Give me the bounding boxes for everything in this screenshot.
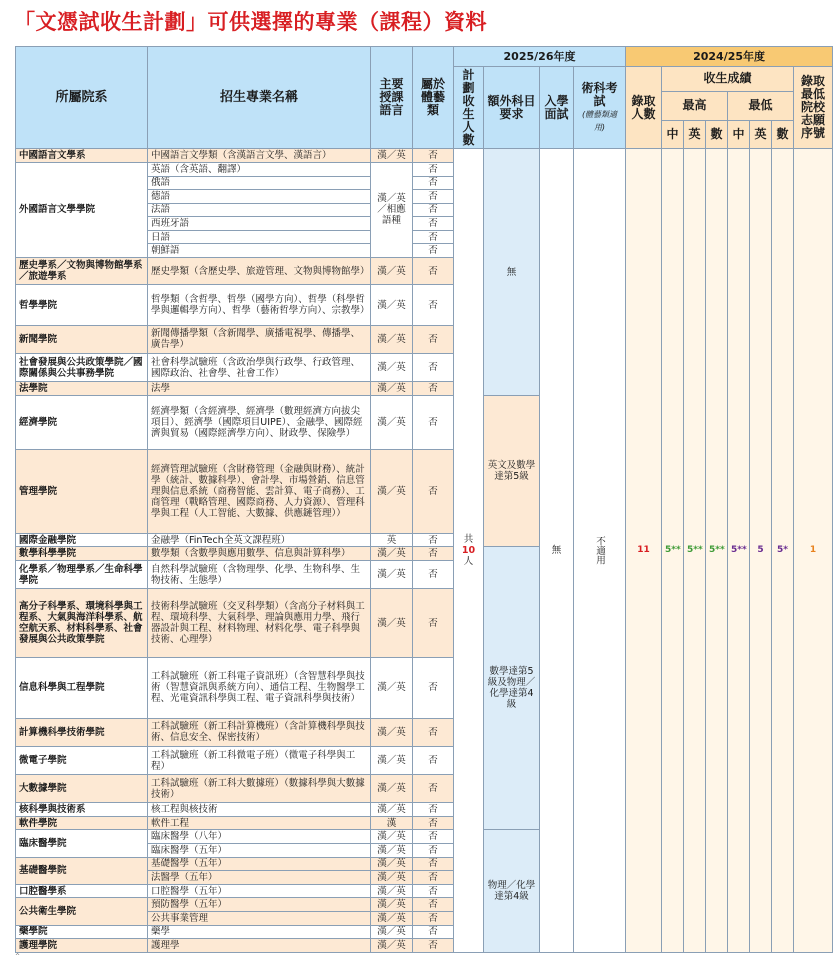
header-low-eng: 英 (750, 120, 772, 149)
arts-cell: 否 (413, 911, 454, 925)
program-cell: 自然科學試驗班（含物理學、化學、生物科學、生物技術、生態學） (148, 560, 371, 588)
dept-cell: 微電子學院 (16, 746, 148, 774)
arts-cell: 否 (413, 658, 454, 719)
language-cell: 漢／英 (371, 898, 413, 912)
program-cell: 軟件工程 (148, 816, 371, 830)
arts-cell: 否 (413, 547, 454, 561)
table-row (16, 149, 833, 163)
high-math-score: 5** (706, 149, 728, 953)
header-arts-exam (574, 66, 626, 149)
language-cell: 漢／英 (371, 149, 413, 163)
header-year-2024: 2024/25年度 (626, 47, 833, 67)
header-high-chi: 中 (662, 120, 684, 149)
arts-cell: 否 (413, 395, 454, 449)
program-cell: 經濟學類（含經濟學、經濟學（數理經濟方向拔尖項目）、經濟學（國際項目UIPE）、金融學、國際經濟與貿易（國際經濟學方向）、財政學、保險學） (148, 395, 371, 449)
dept-cell: 數學科學學院 (16, 547, 148, 561)
language-cell: 漢／英 (371, 857, 413, 871)
header-lowest-choice: 錄取最低院校志願序號 (794, 66, 833, 149)
dept-cell: 經濟學院 (16, 395, 148, 449)
arts-cell: 否 (413, 884, 454, 898)
arts-cell: 否 (413, 190, 454, 204)
language-cell: 漢／英 (371, 884, 413, 898)
extra-req-eng-math: 英文及數學達第5級 (484, 395, 540, 547)
program-cell: 口腔醫學（五年） (148, 884, 371, 898)
dept-cell: 信息科學與工程學院 (16, 658, 148, 719)
language-cell: 漢／英 (371, 325, 413, 353)
language-cell: 漢／英 (371, 560, 413, 588)
header-high-eng: 英 (684, 120, 706, 149)
program-cell: 社會科學試驗班（含政治學與行政學、行政管理、國際政治、社會學、社會工作） (148, 354, 371, 382)
language-cell: 漢／英 (371, 911, 413, 925)
arts-cell: 否 (413, 560, 454, 588)
dept-cell: 中國語言文學系 (16, 149, 148, 163)
language-cell: 漢／英 (371, 382, 413, 396)
page-title: 「文憑試收生計劃」可供選擇的專業（課程）資料 (14, 10, 487, 34)
language-cell: 漢／英 (371, 285, 413, 326)
extra-req-math-phys: 數學達第5級及物理／化學達第4級 (484, 547, 540, 830)
header-year-2025: 2025/26年度 (454, 47, 626, 67)
plan-suffix: 人 (463, 556, 474, 568)
dept-cell: 口腔醫學系 (16, 884, 148, 898)
language-cell: 漢／英 (371, 844, 413, 858)
dept-cell: 護理學院 (16, 939, 148, 953)
program-cell: 西班牙語 (148, 217, 371, 231)
program-cell: 藥學 (148, 925, 371, 939)
language-cell: 漢／英 (371, 354, 413, 382)
arts-cell: 否 (413, 939, 454, 953)
header-arts-exam-note: (體藝類適用) (581, 109, 618, 132)
arts-cell: 否 (413, 746, 454, 774)
program-cell: 核工程與核技術 (148, 803, 371, 817)
program-cell: 技術科學試驗班（交叉科學類）（含高分子材料與工程、環境科學、大氣科學、理論與應用力學、飛行器設計與工程、材料物理、材料化學、電子科學與技術、心理學） (148, 589, 371, 658)
extra-req-phys-chem: 物理／化學達第4級 (484, 830, 540, 953)
program-cell: 德語 (148, 190, 371, 204)
language-cell: 漢 (371, 816, 413, 830)
header-extra: 額外科目要求 (484, 66, 540, 149)
plan-number: 10 (461, 545, 476, 557)
program-cell: 基礎醫學（五年） (148, 857, 371, 871)
program-cell: 預防醫學（五年） (148, 898, 371, 912)
language-cell: 漢／英 (371, 257, 413, 284)
language-cell: 漢／英 (371, 547, 413, 561)
arts-cell: 否 (413, 230, 454, 244)
dept-cell: 軟件學院 (16, 816, 148, 830)
program-cell: 歷史學類（含歷史學、旅遊管理、文物與博物館學） (148, 257, 371, 284)
program-cell: 英語（含英語、翻譯） (148, 162, 371, 176)
arts-cell: 否 (413, 857, 454, 871)
program-cell: 臨床醫學（五年） (148, 844, 371, 858)
dept-cell: 新聞學院 (16, 325, 148, 353)
language-cell: 漢／英 (371, 589, 413, 658)
program-cell: 法醫學（五年） (148, 871, 371, 885)
language-cell: 漢／英 (371, 450, 413, 534)
arts-cell: 否 (413, 533, 454, 547)
arts-cell: 否 (413, 325, 454, 353)
language-cell: 漢／英 (371, 830, 413, 844)
language-cell: 漢／英 (371, 775, 413, 803)
program-cell: 俄語 (148, 176, 371, 190)
language-cell: 漢／英 (371, 395, 413, 449)
program-cell: 工科試驗班（新工科電子資訊班）（含智慧科學與技術（智慧資訊與系統方向）、通信工程、生物醫學工程、光電資訊科學與工程、電子資訊科學與技術） (148, 658, 371, 719)
program-cell: 朝鮮語 (148, 244, 371, 258)
arts-cell: 否 (413, 871, 454, 885)
program-cell: 公共事業管理 (148, 911, 371, 925)
low-math-score: 5* (772, 149, 794, 953)
dept-cell: 大數據學院 (16, 775, 148, 803)
header-lowest: 最低 (728, 92, 794, 121)
arts-cell: 否 (413, 382, 454, 396)
program-cell: 金融學（FinTech全英文課程班） (148, 533, 371, 547)
arts-cell: 否 (413, 830, 454, 844)
arts-cell: 否 (413, 217, 454, 231)
header-language: 主要授課語言 (371, 47, 413, 149)
arts-cell: 否 (413, 176, 454, 190)
program-cell: 法語 (148, 203, 371, 217)
dept-cell: 計算機科學技術學院 (16, 718, 148, 746)
dept-cell: 臨床醫學院 (16, 830, 148, 857)
header-dept: 所屬院系 (16, 47, 148, 149)
arts-cell: 否 (413, 149, 454, 163)
program-cell: 中國語言文學類（含漢語言文學、漢語言） (148, 149, 371, 163)
header-scores: 收生成績 (662, 66, 794, 91)
arts-cell: 否 (413, 589, 454, 658)
language-cell: 漢／英 (371, 803, 413, 817)
dept-cell: 藥學院 (16, 925, 148, 939)
program-cell: 工科試驗班（新工科大數據班）（數據科學與大數據技術） (148, 775, 371, 803)
admitted-count: 11 (626, 149, 662, 953)
dept-cell: 基礎醫學院 (16, 857, 148, 884)
interview-cell: 無 (540, 149, 574, 953)
program-cell: 臨床醫學（八年） (148, 830, 371, 844)
arts-cell: 否 (413, 257, 454, 284)
header-highest: 最高 (662, 92, 728, 121)
dept-cell: 國際金融學院 (16, 533, 148, 547)
dept-cell: 哲學學院 (16, 285, 148, 326)
programme-table (15, 46, 833, 953)
program-cell: 護理學 (148, 939, 371, 953)
high-eng-score: 5** (684, 149, 706, 953)
header-high-math: 數 (706, 120, 728, 149)
program-cell: 經濟管理試驗班（含財務管理（金融與財務）、統計學（統計、數據科學）、會計學、市場營銷、信息管理與信息系統（商務智能、雲計算、電子商務）、工商管理（戰略管理、國際商務、人力資源）、管理科學與工程（人工智能、大數據、供應鏈管理）） (148, 450, 371, 534)
arts-cell: 否 (413, 844, 454, 858)
program-cell: 工科試驗班（新工科微電子班）（微電子科學與工程） (148, 746, 371, 774)
footnote: ^ (15, 953, 21, 960)
program-cell: 哲學類（含哲學、哲學（國學方向）、哲學（科學哲學與邏輯學方向）、哲學（藝術哲學方向）、宗教學） (148, 285, 371, 326)
dept-cell: 管理學院 (16, 450, 148, 534)
plan-prefix: 共 (463, 534, 474, 546)
extra-req-none: 無 (484, 149, 540, 396)
arts-cell: 否 (413, 244, 454, 258)
program-cell: 數學類（含數學與應用數學、信息與計算科學） (148, 547, 371, 561)
header-low-math: 數 (772, 120, 794, 149)
dept-cell: 化學系／物理學系／生命科學學院 (16, 560, 148, 588)
dept-cell: 歷史學系／文物與博物館學系／旅遊學系 (16, 257, 148, 284)
language-cell: 漢／英 (371, 658, 413, 719)
dept-cell: 公共衛生學院 (16, 898, 148, 925)
plan-cell (454, 149, 484, 953)
arts-cell: 否 (413, 775, 454, 803)
dept-cell: 高分子科學系、環境科學與工程系、大氣與海洋科學系、航空航天系、材料科學系、社會發展與公共政策學院 (16, 589, 148, 658)
lowest-choice-value: 1 (794, 149, 833, 953)
language-cell: 漢／英 (371, 939, 413, 953)
low-eng-score: 5 (750, 149, 772, 953)
arts-cell: 否 (413, 925, 454, 939)
dept-cell: 社會發展與公共政策學院／國際關係與公共事務學院 (16, 354, 148, 382)
arts-cell: 否 (413, 285, 454, 326)
arts-cell: 否 (413, 203, 454, 217)
language-cell: 漢／英 (371, 746, 413, 774)
dept-cell: 法學院 (16, 382, 148, 396)
header-program: 招生專業名稱 (148, 47, 371, 149)
program-cell: 工科試驗班（新工科計算機班）（含計算機科學與技術、信息安全、保密技術） (148, 718, 371, 746)
arts-exam-cell: 不適用 (574, 149, 626, 953)
header-arts-exam-label: 術科考試 (581, 80, 618, 108)
high-chi-score: 5** (662, 149, 684, 953)
language-cell: 漢／英／相應語種 (371, 162, 413, 257)
language-cell: 英 (371, 533, 413, 547)
language-cell: 漢／英 (371, 925, 413, 939)
arts-cell: 否 (413, 162, 454, 176)
arts-cell: 否 (413, 354, 454, 382)
program-cell: 法學 (148, 382, 371, 396)
header-admitted: 錄取人數 (626, 66, 662, 149)
header-interview: 入學面試 (540, 66, 574, 149)
arts-cell: 否 (413, 898, 454, 912)
low-chi-score: 5** (728, 149, 750, 953)
arts-cell: 否 (413, 718, 454, 746)
arts-cell: 否 (413, 803, 454, 817)
dept-cell: 外國語言文學學院 (16, 162, 148, 257)
arts-cell: 否 (413, 816, 454, 830)
program-cell: 新聞傳播學類（含新聞學、廣播電視學、傳播學、廣告學） (148, 325, 371, 353)
header-arts: 屬於體藝類 (413, 47, 454, 149)
language-cell: 漢／英 (371, 871, 413, 885)
program-cell: 日語 (148, 230, 371, 244)
language-cell: 漢／英 (371, 718, 413, 746)
dept-cell: 核科學與技術系 (16, 803, 148, 817)
header-plan: 計劃收生人數 (454, 66, 484, 149)
arts-cell: 否 (413, 450, 454, 534)
header-low-chi: 中 (728, 120, 750, 149)
